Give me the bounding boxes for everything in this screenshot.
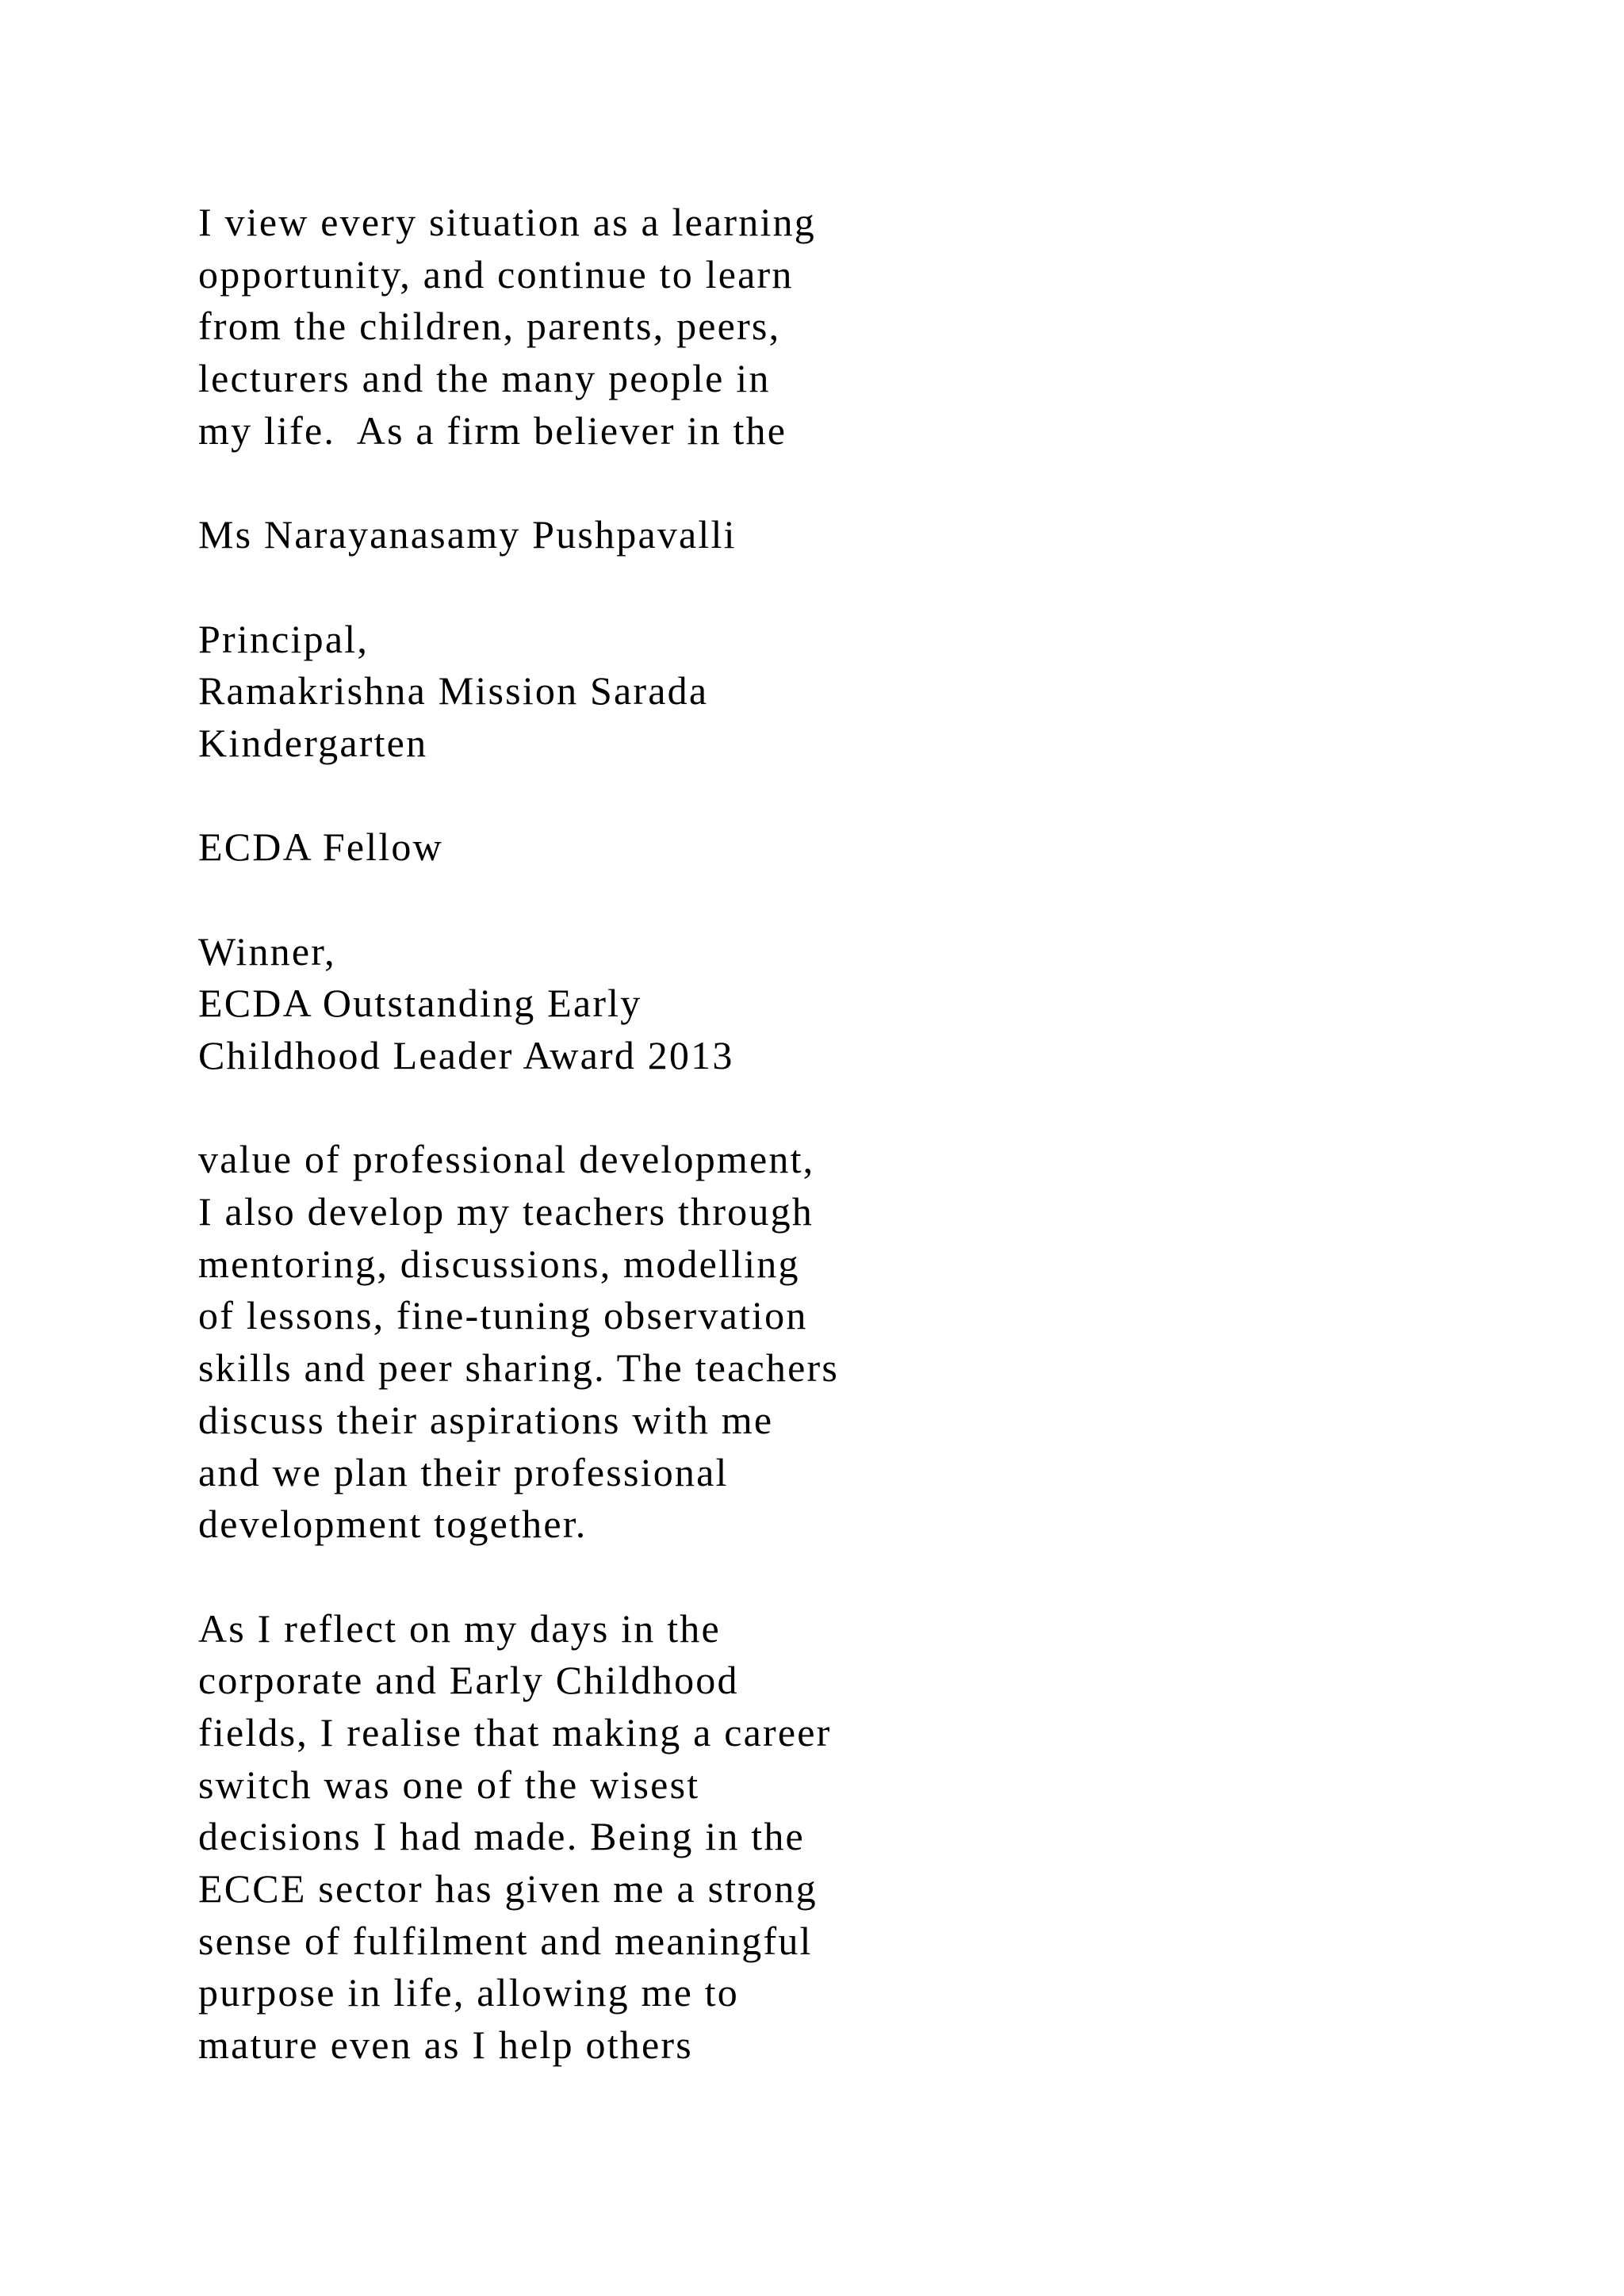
text-line: purpose in life, allowing me to: [198, 1970, 739, 2015]
text-line: from the children, parents, peers,: [198, 304, 781, 349]
text-line: corporate and Early Childhood: [198, 1658, 739, 1703]
text-line: As I reflect on my days in the: [198, 1605, 721, 1651]
organization-name: Ramakrishna Mission Sarada: [198, 668, 709, 714]
text-line: I view every situation as a learning: [198, 200, 816, 244]
spacer: [198, 770, 1388, 822]
text-line: fields, I realise that making a career: [198, 1709, 832, 1755]
text-line: of lessons, fine-tuning observation: [198, 1293, 808, 1338]
spacer: [198, 874, 1388, 926]
text-line: sense of fulfilment and meaningful: [198, 1918, 813, 1963]
text-line: I also develop my teachers through: [198, 1189, 814, 1234]
award-block: [198, 926, 1388, 1082]
organization-name: Kindergarten: [198, 720, 428, 765]
document-body: [198, 197, 1388, 2072]
text-line: mature even as I help others: [198, 2022, 693, 2068]
spacer: [198, 457, 1388, 509]
fellowship-title: ECDA Fellow: [198, 825, 443, 870]
text-line: value of professional development,: [198, 1137, 815, 1182]
text-line: and we plan their professional: [198, 1449, 729, 1494]
text-line: ECCE sector has given me a strong: [198, 1866, 818, 1911]
award-name: ECDA Outstanding Early: [198, 981, 642, 1026]
text-line: discuss their aspirations with me: [198, 1397, 774, 1442]
text-line: development together.: [198, 1502, 588, 1547]
text-line: skills and peer sharing. The teachers: [198, 1345, 840, 1391]
spacer: [198, 1082, 1388, 1135]
spacer: [198, 1551, 1388, 1603]
person-name: Ms Narayanasamy Pushpavalli: [198, 512, 737, 557]
text-line: switch was one of the wisest: [198, 1762, 700, 1807]
text-line: opportunity, and continue to learn: [198, 251, 794, 297]
award-name: Childhood Leader Award 2013: [198, 1033, 734, 1077]
spacer: [198, 561, 1388, 614]
paragraph-development: [198, 1134, 1388, 1551]
paragraph-intro: [198, 197, 1388, 457]
text-line: lecturers and the many people in: [198, 356, 771, 401]
text-line: decisions I had made. Being in the: [198, 1814, 805, 1859]
award-label: Winner,: [198, 928, 336, 974]
paragraph-reflection: [198, 1603, 1388, 2072]
text-line: mentoring, discussions, modelling: [198, 1241, 800, 1286]
role-block: [198, 614, 1388, 770]
text-line: my life. As a firm believer in the: [198, 408, 787, 453]
role-title: Principal,: [198, 616, 370, 661]
